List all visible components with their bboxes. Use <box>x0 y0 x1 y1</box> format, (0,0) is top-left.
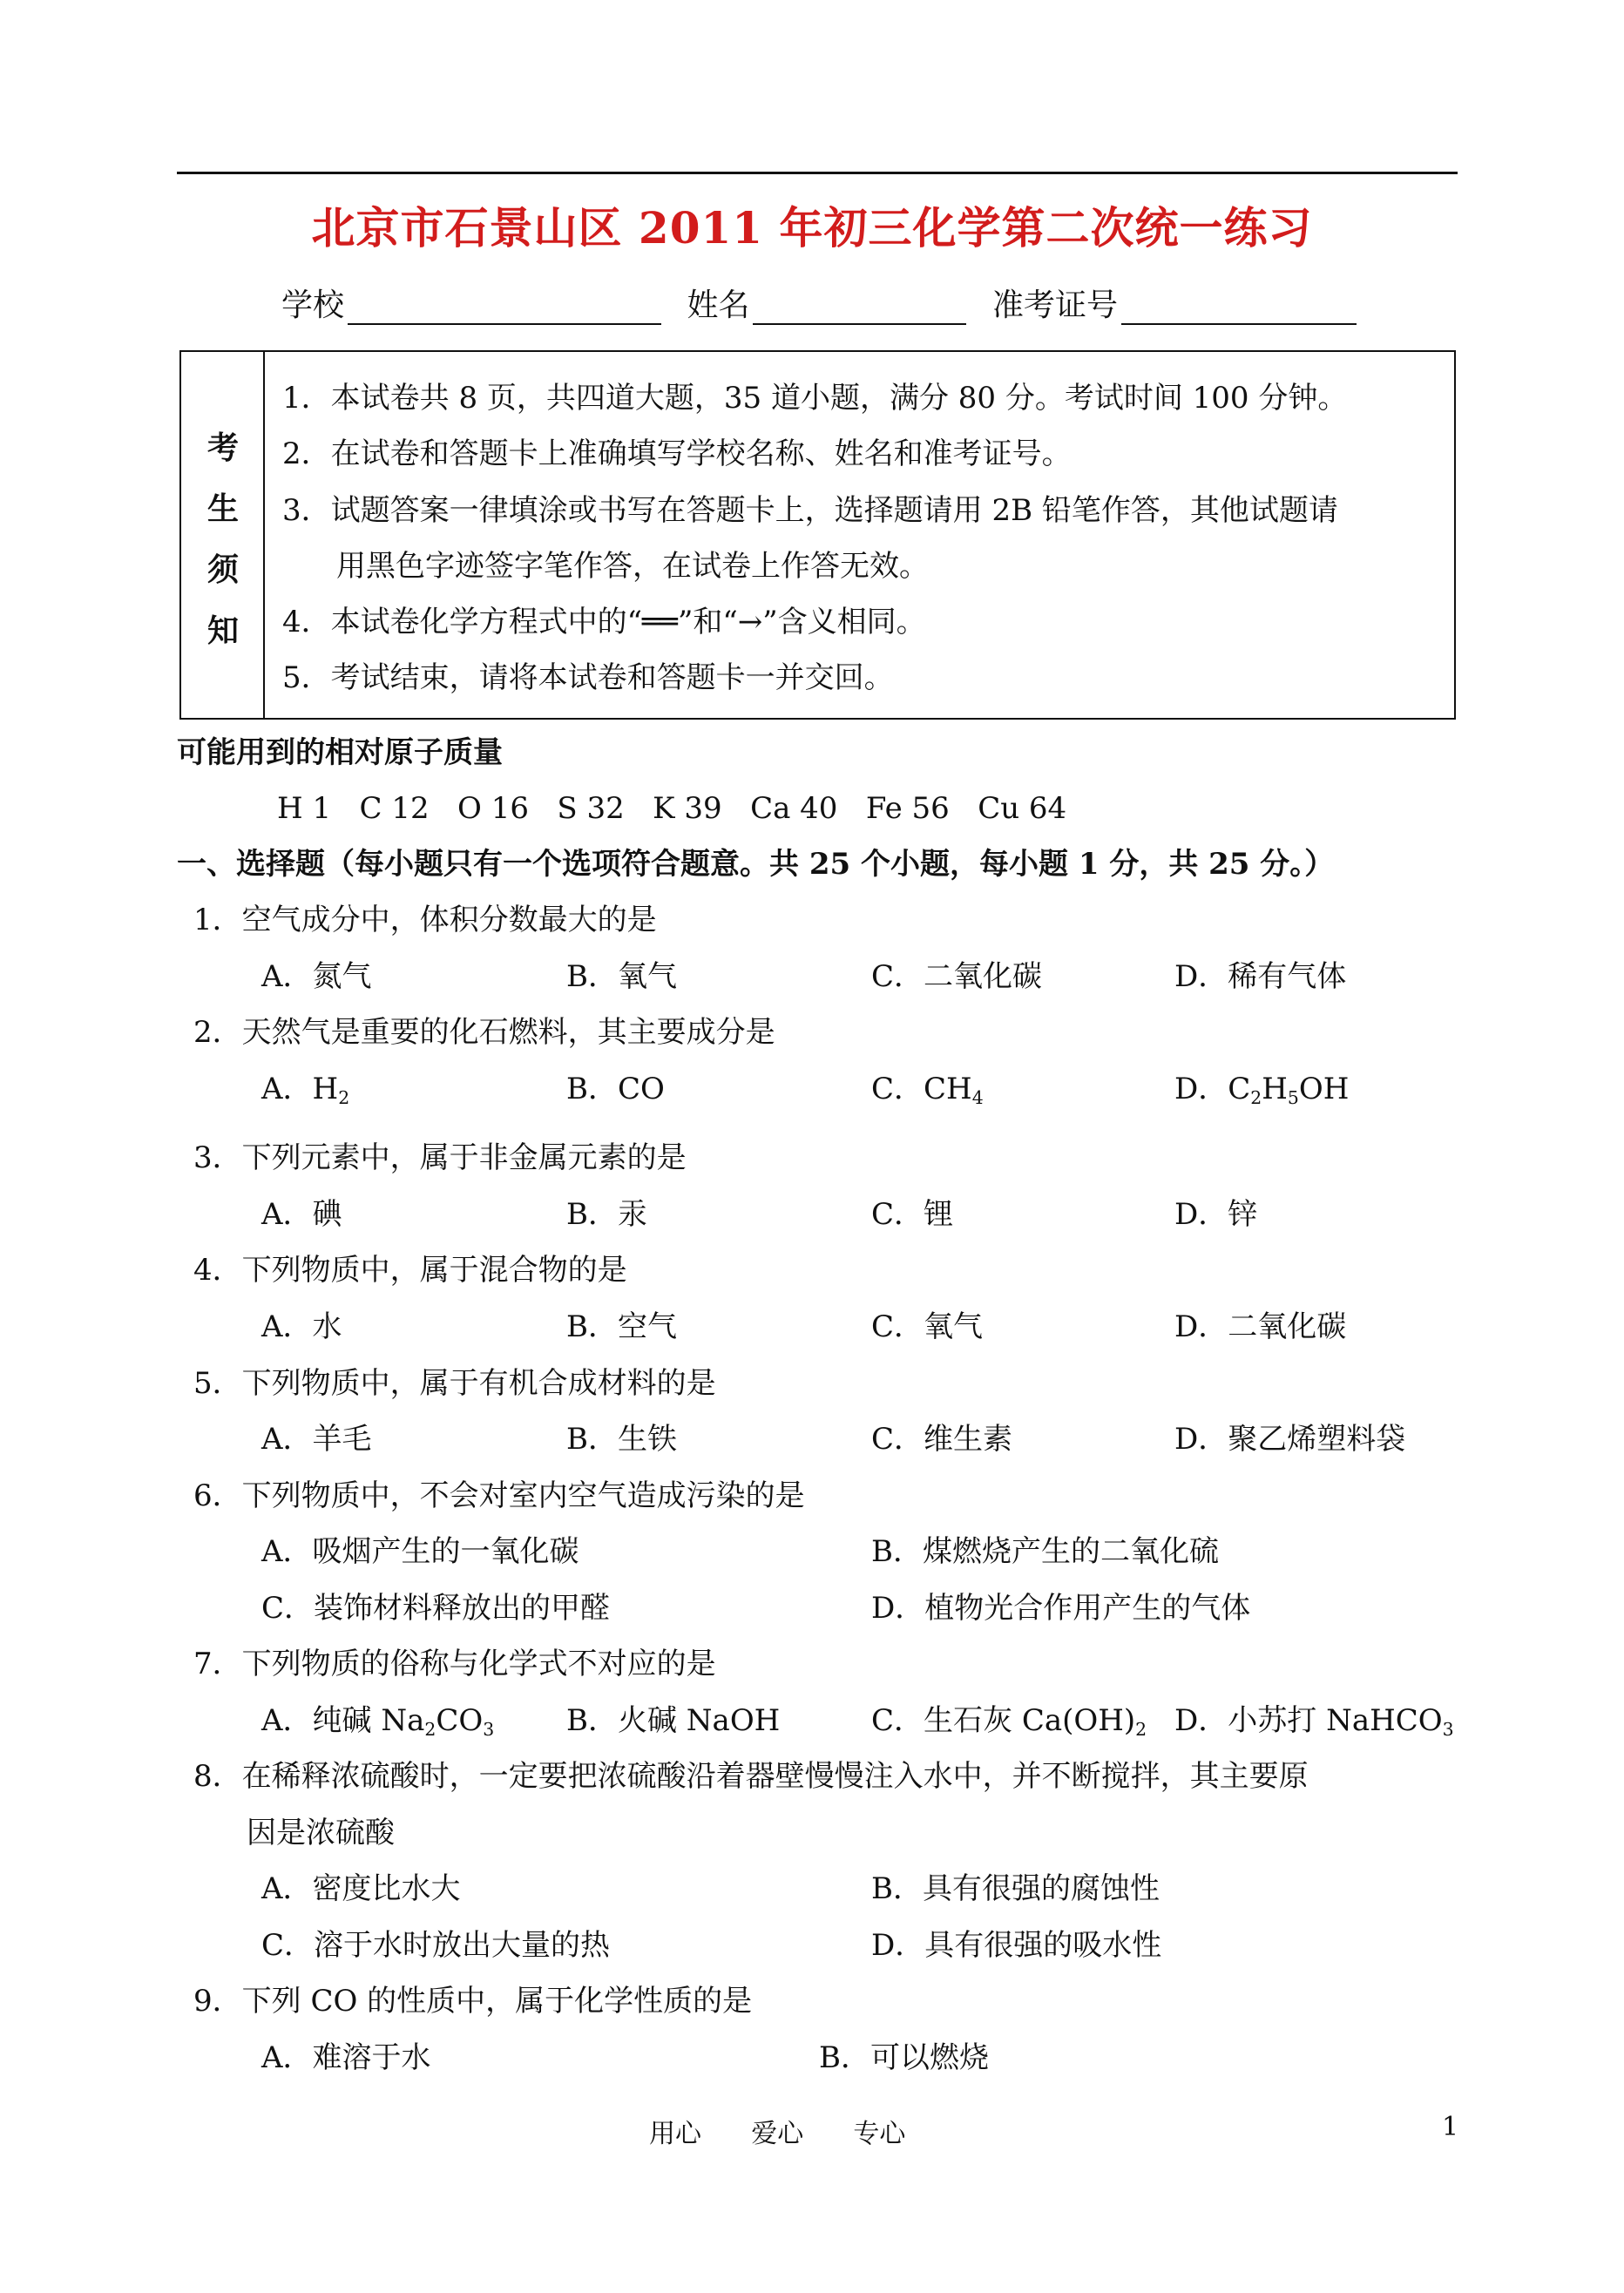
question-stem: 6．下列物质中，不会对室内空气造成污染的是 <box>193 1478 805 1513</box>
question-stem: 9．下列 CO 的性质中，属于化学性质的是 <box>193 1984 753 2019</box>
page-number: 1 <box>1442 2112 1459 2142</box>
option-text: CO <box>436 1703 484 1738</box>
question-stem: 7．下列物质的俗称与化学式不对应的是 <box>193 1647 716 1681</box>
option-c[interactable] <box>871 1068 984 1110</box>
option-c[interactable]: C．锂 <box>871 1197 954 1232</box>
option-b[interactable]: B．煤燃烧产生的二氧化硫 <box>871 1534 1219 1569</box>
option-b[interactable]: B．氧气 <box>566 959 677 994</box>
option-a[interactable]: A．难溶于水 <box>261 2040 431 2075</box>
notice-item: 2．在试卷和答题卡上准确填写学校名称、姓名和准考证号。 <box>282 436 1072 471</box>
name-field[interactable] <box>687 281 966 325</box>
option-text: D．小苏打 NaHCO <box>1174 1703 1443 1738</box>
option-d[interactable]: D．具有很强的吸水性 <box>871 1928 1162 1963</box>
name-label: 姓名 <box>687 287 750 323</box>
option-text: C．生石灰 Ca(OH) <box>871 1703 1136 1738</box>
option-d[interactable]: D．植物光合作用产生的气体 <box>871 1591 1251 1626</box>
name-blank[interactable] <box>753 294 966 325</box>
question-stem: 8．在稀释浓硫酸时，一定要把浓硫酸沿着器壁慢慢注入水中，并不断搅拌，其主要原 <box>193 1759 1309 1794</box>
option-b[interactable]: B．汞 <box>566 1197 647 1232</box>
school-blank[interactable] <box>348 294 661 325</box>
option-text: A．H <box>261 1072 339 1106</box>
subscript: 4 <box>971 1087 984 1108</box>
exam-id-blank[interactable] <box>1121 294 1357 325</box>
subscript: 3 <box>483 1719 495 1740</box>
option-c[interactable]: C．维生素 <box>871 1422 1013 1457</box>
option-text: C．CH <box>871 1072 972 1106</box>
question-stem: 4．下列物质中，属于混合物的是 <box>193 1253 627 1288</box>
option-a[interactable]: A．水 <box>261 1309 342 1344</box>
exam-id-field[interactable] <box>992 281 1357 325</box>
question-stem: 5．下列物质中，属于有机合成材料的是 <box>193 1366 716 1401</box>
option-c[interactable]: C．二氧化碳 <box>871 959 1043 994</box>
option-b[interactable]: B．空气 <box>566 1309 677 1344</box>
student-info-fields <box>281 281 1372 325</box>
option-a[interactable]: A．羊毛 <box>261 1422 372 1457</box>
subscript: 5 <box>1287 1087 1299 1108</box>
question-stem-continuation: 因是浓硫酸 <box>247 1816 395 1850</box>
candidate-notice-box <box>179 350 1456 720</box>
subscript: 3 <box>1442 1719 1454 1740</box>
option-a[interactable]: A．氮气 <box>261 959 372 994</box>
atomic-mass-values: H 1 C 12 O 16 S 32 K 39 Ca 40 Fe 56 Cu 64 <box>277 791 1067 826</box>
option-d[interactable]: D．聚乙烯塑料袋 <box>1174 1422 1406 1457</box>
option-d[interactable] <box>1174 1700 1454 1742</box>
subscript: 2 <box>338 1087 350 1108</box>
atomic-mass-heading: 可能用到的相对原子质量 <box>177 735 503 770</box>
option-b[interactable]: B．火碱 NaOH <box>566 1703 781 1738</box>
option-b[interactable]: B．生铁 <box>566 1422 677 1457</box>
option-text: A．纯碱 Na <box>261 1703 425 1738</box>
option-c[interactable]: C．装饰材料释放出的甲醛 <box>261 1591 611 1626</box>
option-a[interactable]: A．吸烟产生的一氧化碳 <box>261 1534 579 1569</box>
option-d[interactable] <box>1174 1068 1349 1110</box>
option-d[interactable]: D．二氧化碳 <box>1174 1309 1347 1344</box>
option-a[interactable]: A．碘 <box>261 1197 342 1232</box>
exam-id-label: 准考证号 <box>991 287 1118 323</box>
notice-label-char: 考 <box>206 430 239 466</box>
option-a[interactable]: A．密度比水大 <box>261 1871 461 1906</box>
option-d[interactable]: D．稀有气体 <box>1174 959 1347 994</box>
option-a[interactable] <box>261 1700 494 1742</box>
option-b[interactable]: B．可以燃烧 <box>819 2040 989 2075</box>
option-c[interactable]: C．溶于水时放出大量的热 <box>261 1928 611 1963</box>
option-d[interactable]: D．锌 <box>1174 1197 1258 1232</box>
option-b[interactable]: B．CO <box>566 1072 665 1106</box>
notice-item-continuation: 用黑色字迹签字笔作答，在试卷上作答无效。 <box>336 549 929 584</box>
option-text: H <box>1262 1072 1288 1106</box>
subscript: 2 <box>1135 1719 1147 1740</box>
school-label: 学校 <box>281 287 345 323</box>
question-stem: 3．下列元素中，属于非金属元素的是 <box>193 1140 687 1175</box>
notice-label-char: 须 <box>206 551 239 588</box>
section-heading: 一、选择题（每小题只有一个选项符合题意。共 25 个小题，每小题 1 分，共 25 分。） <box>177 847 1335 882</box>
header-rule <box>177 172 1458 174</box>
question-stem: 2．天然气是重要的化石燃料，其主要成分是 <box>193 1015 775 1050</box>
notice-item: 4．本试卷化学方程式中的“══”和“→”含义相同。 <box>282 605 926 639</box>
notice-item: 5．考试结束，请将本试卷和答题卡一并交回。 <box>282 660 894 695</box>
option-text: OH <box>1298 1072 1350 1106</box>
subscript: 2 <box>424 1719 436 1740</box>
page-title: 北京市石景山区 2011 年初三化学第二次统一练习 <box>311 202 1313 254</box>
option-a[interactable] <box>261 1068 349 1110</box>
notice-label-char: 生 <box>206 490 239 527</box>
notice-item: 3．试题答案一律填涂或书写在答题卡上，选择题请用 2B 铅笔作答，其他试题请 <box>282 493 1338 528</box>
footer-motto: 用心 爱心 专心 <box>649 2119 906 2149</box>
option-b[interactable]: B．具有很强的腐蚀性 <box>871 1871 1160 1906</box>
option-c[interactable] <box>871 1700 1147 1742</box>
notice-label <box>181 352 265 718</box>
option-c[interactable]: C．氧气 <box>871 1309 984 1344</box>
subscript: 2 <box>1250 1087 1262 1108</box>
notice-item: 1．本试卷共 8 页，共四道大题，35 道小题，满分 80 分。考试时间 100 分钟。 <box>282 381 1348 416</box>
option-text: D．C <box>1174 1072 1251 1106</box>
question-stem: 1．空气成分中，体积分数最大的是 <box>193 903 657 937</box>
school-field[interactable] <box>281 281 661 325</box>
notice-label-char: 知 <box>206 612 239 649</box>
